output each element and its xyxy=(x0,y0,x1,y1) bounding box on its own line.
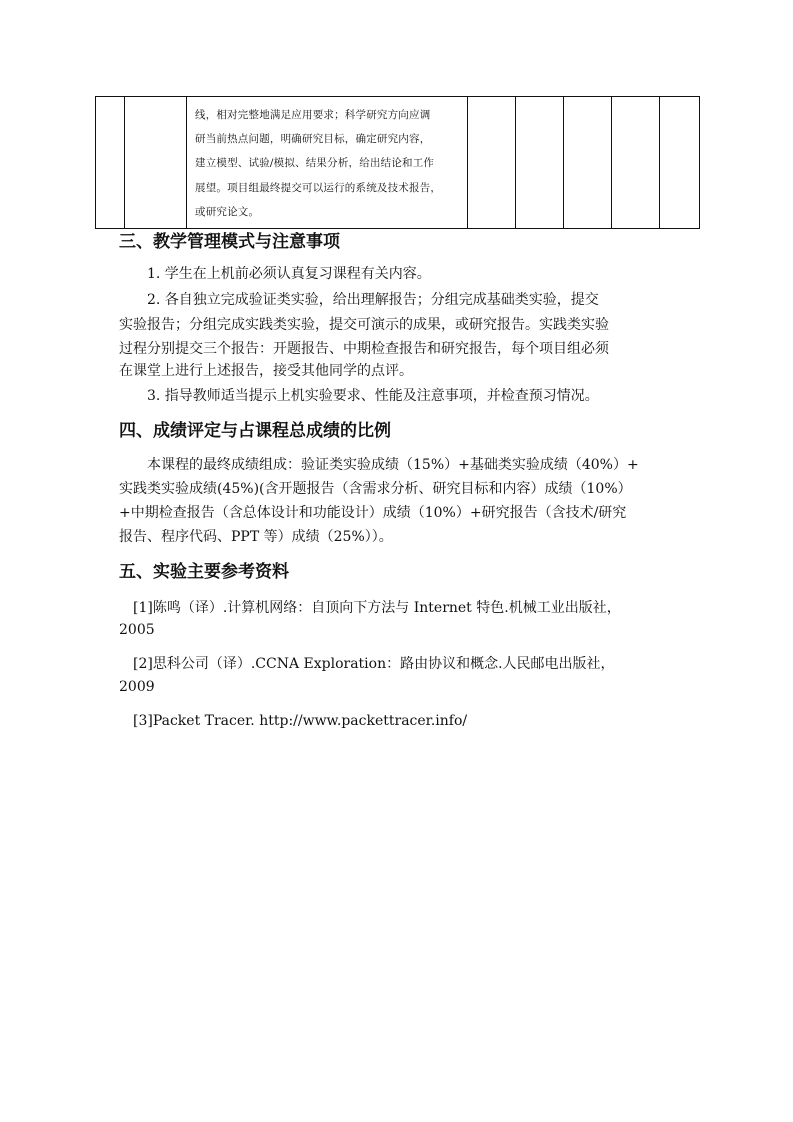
table-content-line: 线，相对完整地满足应用要求；科学研究方向应调 xyxy=(195,109,431,121)
course-experiment-table xyxy=(95,96,700,229)
list-item-line: 过程分别提交三个报告：开题报告、中期检查报告和研究报告，每个项目组必须 xyxy=(119,341,609,357)
reference-item: [2]思科公司（译）.CCNA Exploration：路由协议和概念.人民邮电出版社， xyxy=(133,656,615,672)
paragraph-line: 报告、程序代码、PPT 等）成绩（25%））。 xyxy=(119,529,393,545)
table-cell-empty xyxy=(468,97,516,229)
reference-item-line: 2005 xyxy=(119,622,155,638)
reference-item: [3]Packet Tracer. http://www.packettracer.info/ xyxy=(133,713,468,729)
section-heading-references: 五、实验主要参考资料 xyxy=(119,562,289,582)
table-cell-empty xyxy=(612,97,660,229)
table-cell-index xyxy=(96,97,125,229)
table-row xyxy=(96,97,700,229)
list-item-line: 实验报告；分组完成实践类实验，提交可演示的成果，或研究报告。实践类实验 xyxy=(119,317,609,333)
list-item: 1. 学生在上机前必须认真复习课程有关内容。 xyxy=(147,266,431,282)
table-cell-title xyxy=(125,97,187,229)
table-content-line: 建立模型、试验/模拟、结果分析，给出结论和工作 xyxy=(195,157,435,170)
table-content-line: 展望。项目组最终提交可以运行的系统及技术报告， xyxy=(195,181,442,194)
paragraph-line: 实践类实验成绩(45%)(含开题报告（含需求分析、研究目标和内容）成绩（10%） xyxy=(119,481,632,497)
list-item-line: 在课堂上进行上述报告，接受其他同学的点评。 xyxy=(119,363,413,379)
list-item: 3. 指导教师适当提示上机实验要求、性能及注意事项，并检查预习情况。 xyxy=(147,388,599,404)
table-cell-empty xyxy=(564,97,612,229)
paragraph-line: +中期检查报告（含总体设计和功能设计）成绩（10%）+研究报告（含技术/研究 xyxy=(119,505,627,521)
table-cell-content xyxy=(187,97,468,229)
section-heading-grading: 四、成绩评定与占课程总成绩的比例 xyxy=(119,421,391,441)
reference-item-line: 2009 xyxy=(119,679,155,695)
reference-item: [1]陈鸣（译）.计算机网络：自顶向下方法与 Internet 特色.机械工业出版社， xyxy=(133,600,621,616)
table-cell-empty xyxy=(660,97,700,229)
table-content-line: 或研究论文。 xyxy=(195,205,260,218)
section-heading-teaching-management: 三、教学管理模式与注意事项 xyxy=(119,232,340,252)
table-content-line: 研当前热点问题，明确研究目标，确定研究内容， xyxy=(195,133,431,146)
list-item-line: 2. 各自独立完成验证类实验，给出理解报告；分组完成基础类实验，提交 xyxy=(147,292,599,308)
paragraph-line: 本课程的最终成绩组成：验证类实验成绩（15%）+基础类实验成绩（40%）+ xyxy=(147,457,639,473)
table-cell-empty xyxy=(516,97,564,229)
